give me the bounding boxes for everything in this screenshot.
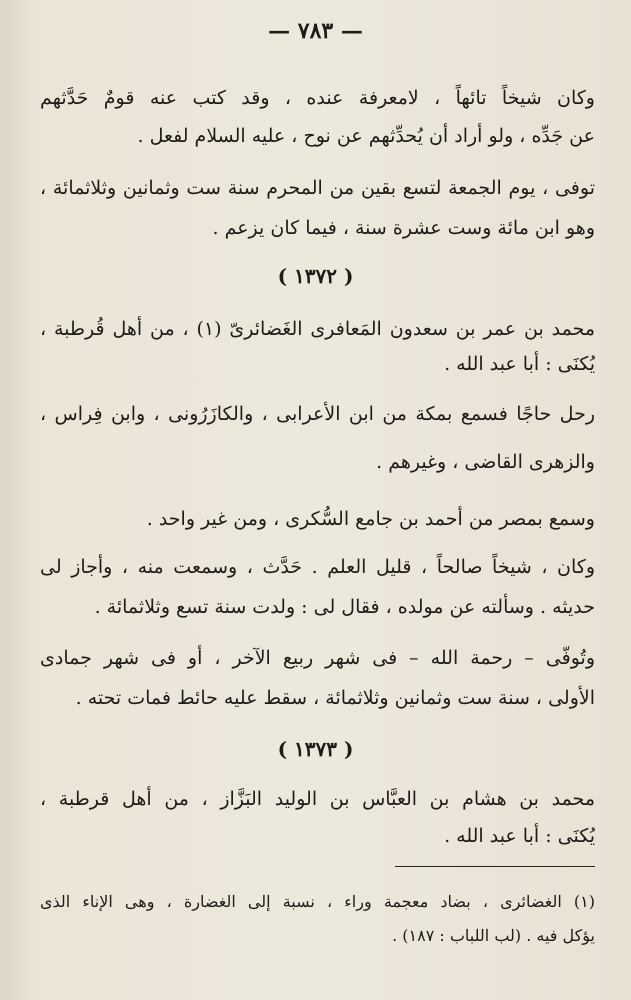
- text-line: والزهرى القاضى ، وغيرهم .: [376, 451, 595, 473]
- footnote-line: يؤكل فيه . (لب اللباب : ١٨٧) .: [392, 926, 595, 945]
- text-line: الأولى ، سنة ست وثمانين وثلاثمائة ، سقط عليه حائط فمات تحته .: [75, 687, 595, 709]
- text-line: يُكنَى : أبا عبد الله .: [444, 353, 595, 375]
- entry-heading: ( ١٣٧٣ ): [277, 737, 354, 761]
- footnote-line: (١) الغضائرى ، بضاد معجمة وراء ، نسبة إلى الغضارة ، وهى الإناء الذى: [40, 892, 595, 911]
- page-number: — ٧٨٣ —: [268, 18, 363, 44]
- text-line: يُكنَى : أبا عبد الله .: [444, 825, 595, 847]
- text-line: وسمع بمصر من أحمد بن جامع السُّكرى ، ومن غير واحد .: [146, 508, 595, 530]
- text-line: توفى ، يوم الجمعة لتسع بقين من المحرم سنة ست وثمانين وثلاثمائة ،: [40, 177, 595, 199]
- text-line: محمد بن هشام بن العبَّاس بن الوليد البَزَّاز ، من أهل قرطبة ،: [40, 788, 595, 810]
- entry-heading: ( ١٣٧٢ ): [277, 264, 354, 288]
- text-line: حديثه . وسألته عن مولده ، فقال لى : ولدت سنة تسع وثلاثمائة .: [94, 596, 595, 618]
- text-line: محمد بن عمر بن سعدون المَعافرى الغَضائرىّ (١) ، من أهل قُرطبة ،: [40, 318, 595, 340]
- text-line: وتُوفّى – رحمة الله – فى شهر ربيع الآخر ، أو فى شهر جمادى: [40, 647, 595, 669]
- text-line: عن جَدِّه ، ولو أراد أن يُحدِّثهم عن نوح ، عليه السلام لفعل .: [137, 125, 595, 147]
- text-line: رحل حاجًا فسمع بمكة من ابن الأعرابى ، والكازَرُونى ، وابن فِراس ،: [40, 403, 595, 425]
- footnote-divider: [395, 866, 595, 867]
- text-line: وكان شيخاً تائهاً ، لامعرفة عنده ، وقد كتب عنه قومٌ حَدَّثهم: [40, 87, 595, 109]
- text-line: وهو ابن مائة وست عشرة سنة ، فيما كان يزعم .: [212, 217, 595, 239]
- text-line: وكان ، شيخاً صالحاً ، قليل العلم . حَدَّث ، وسمعت منه ، وأجاز لى: [40, 556, 595, 578]
